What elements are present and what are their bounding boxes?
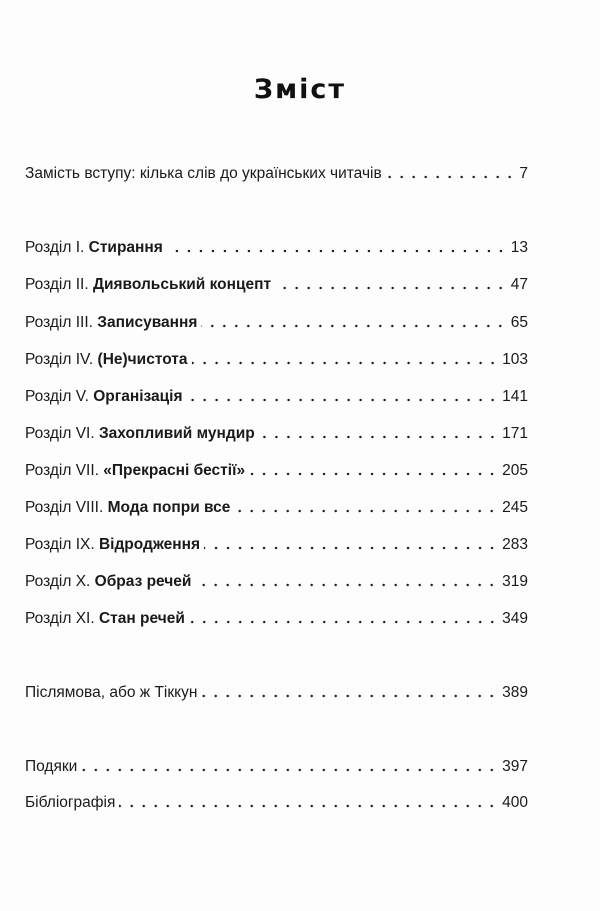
toc-entry-label: Розділ VIII. Мода попри все — [25, 499, 231, 516]
toc-entry-chapter-3[interactable] — [25, 313, 528, 333]
dot-leader — [201, 694, 498, 698]
toc-entry-label: Розділ V. Організація — [25, 388, 183, 405]
toc-entry-bibliography[interactable] — [25, 793, 528, 813]
toc-entry-label: Розділ VII. «Прекрасні бестії» — [25, 462, 246, 479]
toc-entry-label: Розділ III. Записування — [25, 314, 198, 331]
toc-entry-intro[interactable] — [25, 164, 528, 184]
dot-leader — [195, 583, 498, 587]
toc-entry-label: Замість вступу: кілька слів до українських читачів — [25, 165, 382, 182]
toc-page-number: 171 — [502, 425, 528, 442]
toc-page-number: 283 — [502, 536, 528, 553]
dot-leader — [187, 398, 499, 402]
toc-entry-chapter-9[interactable] — [25, 535, 528, 555]
dot-leader — [259, 435, 498, 439]
toc-entry-chapter-1[interactable] — [25, 238, 528, 258]
toc-entry-chapter-5[interactable] — [25, 387, 528, 407]
toc-page-number: 103 — [502, 351, 528, 368]
toc-entry-label: Розділ I. Стирання — [25, 239, 163, 256]
toc-page-number: 349 — [502, 610, 528, 627]
toc-entry-chapter-10[interactable] — [25, 572, 528, 592]
dot-leader — [192, 361, 499, 365]
toc-entry-chapter-4[interactable] — [25, 350, 528, 370]
toc-page-number: 245 — [502, 499, 528, 516]
dot-leader — [167, 249, 507, 253]
toc-entry-label: Розділ VI. Захопливий мундир — [25, 425, 255, 442]
toc-entry-label: Післямова, або ж Тіккун — [25, 684, 198, 701]
toc-page-number: 7 — [519, 165, 528, 182]
toc-page-number: 389 — [502, 684, 528, 701]
dot-leader — [189, 620, 498, 624]
dot-leader — [81, 768, 498, 772]
page-title: Зміст — [253, 74, 347, 105]
dot-leader — [119, 804, 498, 808]
toc-page-number: 400 — [502, 794, 528, 811]
dot-leader — [275, 286, 507, 290]
toc-entry-label: Розділ XI. Стан речей — [25, 610, 185, 627]
toc-page-number: 47 — [510, 276, 528, 293]
toc-page-number: 397 — [502, 758, 528, 775]
toc-entry-label: Подяки — [25, 758, 78, 775]
toc-entry-chapter-8[interactable] — [25, 498, 528, 518]
dot-leader — [234, 509, 498, 513]
toc-entry-afterword[interactable] — [25, 683, 528, 703]
dot-leader — [249, 472, 498, 476]
toc-entry-label: Розділ X. Образ речей — [25, 573, 192, 590]
toc-page-number: 65 — [510, 314, 528, 331]
dot-leader — [204, 546, 498, 550]
toc-page-number: 13 — [510, 239, 528, 256]
toc-entry-chapter-11[interactable] — [25, 609, 528, 629]
toc-page-number: 319 — [502, 573, 528, 590]
toc-page-number: 141 — [502, 388, 528, 405]
dot-leader — [201, 324, 506, 328]
toc-entry-label: Розділ II. Диявольський концепт — [25, 276, 272, 293]
toc-page-number: 205 — [502, 462, 528, 479]
toc-entry-chapter-2[interactable] — [25, 275, 528, 295]
toc-entry-chapter-6[interactable] — [25, 424, 528, 444]
toc-entry-label: Розділ IV. (Не)чистота — [25, 351, 188, 368]
dot-leader — [386, 175, 516, 179]
toc-entry-chapter-7[interactable] — [25, 461, 528, 481]
toc-entry-label: Розділ IX. Відродження — [25, 536, 201, 553]
toc-entry-acknowledgements[interactable] — [25, 757, 528, 777]
toc-entry-label: Бібліографія — [25, 794, 116, 811]
